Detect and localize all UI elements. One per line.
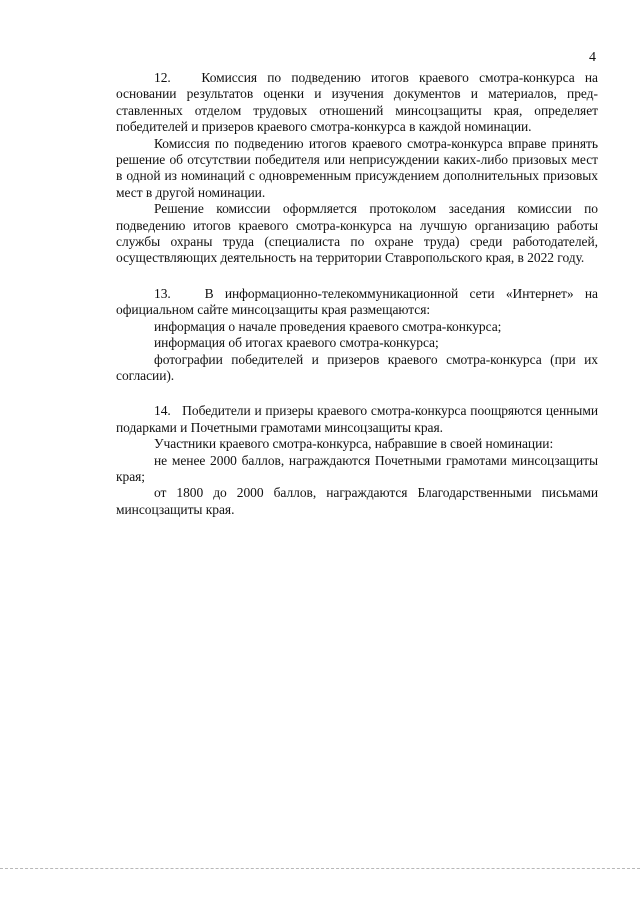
paragraph-14-rewards: 14. Победители и призеры краевого смотра-конкурса поощряются ценными подарками и Почетными грамотами минсоцзащиты края. [116, 403, 598, 435]
page-number: 4 [589, 50, 596, 65]
list-item-winner-photos: фотографии победителей и призеров краевого смотра-конкурса (при их согласии). [116, 351, 598, 383]
paragraph-commission-protocol: Решение комиссии оформляется протоколом заседания комиссии по подведению итогов краевого смотра-конкурса на лучшую организацию работы службы охраны труда (специалиста по охране труда) среди работодателей, осуществляющих деятельность на территории Ставропольского края, в 2022 году. [116, 201, 598, 266]
document-body [116, 70, 598, 518]
section-13 [116, 286, 598, 384]
scan-edge-line [0, 868, 640, 869]
paragraph-12-commission-determines-winners: 12. Комиссия по подведению итогов краевого смотра-конкурса на основании результатов оценки и изучения документов и материалов, представленных отделом трудовых отношений минсоцзащиты края, определяет победителей и призеров краевого смотра-конкурса в каждой номинации. [116, 70, 598, 135]
paragraph-participants-scores: Участники краевого смотра-конкурса, набравшие в своей номинации: [154, 436, 554, 452]
list-item-honor-certificates: не менее 2000 баллов, награждаются Почетными грамотами минсоцзащиты края; [116, 452, 598, 484]
paragraph-commission-right-to-decide: Комиссия по подведению итогов краевого смотра-конкурса вправе принять решение об отсутствии победителя или неприсуждении каких-либо призовых мест в одной из номинаций с одновременным присуждением дополнительных призовых мест в другой номинации. [116, 135, 598, 200]
section-14 [116, 403, 598, 518]
paragraph-13-internet-publication: 13. В информационно-телекоммуникационной сети «Интернет» на официальном сайте минсоцзащиты края размещаются: [116, 285, 598, 318]
list-item-results-info: информация об итогах краевого смотра-конкурса; [154, 335, 439, 351]
section-12 [116, 70, 598, 267]
list-item-thank-you-letters: от 1800 до 2000 баллов, награждаются Благодарственными письмами минсоцзащиты края. [116, 485, 598, 517]
list-item-start-info: информация о начале проведения краевого смотра-конкурса; [154, 318, 502, 334]
